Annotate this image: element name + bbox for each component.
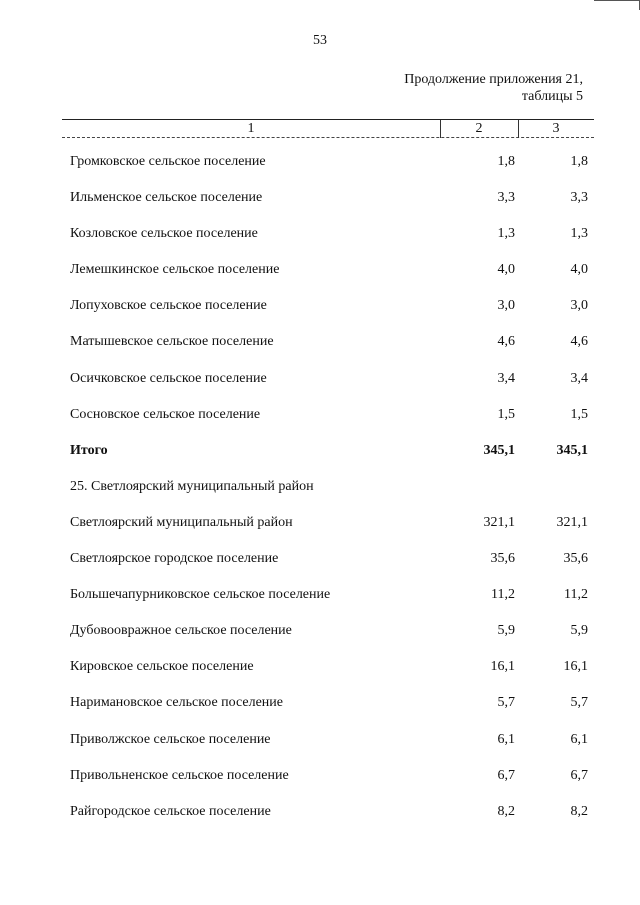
table-row bbox=[0, 547, 640, 583]
row-value-col-3: 5,7 bbox=[570, 695, 588, 711]
row-value-col-3: 35,6 bbox=[563, 551, 588, 567]
row-value-col-2: 35,6 bbox=[490, 551, 515, 567]
row-value-col-3: 1,3 bbox=[570, 226, 588, 242]
total-label: Итого bbox=[70, 442, 108, 458]
row-name: Светлоярский муниципальный район bbox=[70, 514, 293, 530]
row-name: Козловское сельское поселение bbox=[70, 226, 258, 242]
row-value-col-3: 16,1 bbox=[563, 659, 588, 675]
header-col-3: 3 bbox=[552, 121, 560, 136]
table-row bbox=[0, 330, 640, 366]
row-value-col-3: 6,7 bbox=[570, 767, 588, 783]
row-value-col-2: 3,0 bbox=[497, 298, 515, 314]
row-name: Лопуховское сельское поселение bbox=[70, 298, 267, 314]
row-value-col-3: 1,8 bbox=[570, 154, 588, 169]
row-name: Большечапурниковское сельское поселение bbox=[70, 587, 331, 603]
row-value-col-2: 6,1 bbox=[497, 731, 515, 747]
row-value-col-2: 4,0 bbox=[497, 262, 515, 278]
scan-corner-mark bbox=[594, 0, 640, 10]
page-number: 53 bbox=[313, 33, 327, 48]
table-row bbox=[0, 403, 640, 439]
row-value-col-2: 16,1 bbox=[490, 659, 515, 675]
table-row bbox=[0, 800, 640, 836]
row-name: Привольненское сельское поселение bbox=[70, 767, 289, 783]
row-name: Приволжское сельское поселение bbox=[70, 731, 271, 747]
row-value-col-3: 1,5 bbox=[570, 406, 588, 422]
row-value-col-2: 1,8 bbox=[497, 154, 515, 169]
total-value-col-3: 345,1 bbox=[556, 442, 588, 458]
table-row bbox=[0, 583, 640, 619]
row-value-col-2: 11,2 bbox=[491, 587, 515, 603]
row-value-col-2: 4,6 bbox=[497, 334, 515, 350]
row-value-col-3: 4,0 bbox=[570, 262, 588, 278]
table-row bbox=[0, 294, 640, 330]
row-value-col-2: 1,3 bbox=[497, 226, 515, 242]
table-row bbox=[0, 150, 640, 186]
row-name: Громковское сельское поселение bbox=[70, 154, 266, 169]
table-row bbox=[0, 511, 640, 547]
row-name: Сосновское сельское поселение bbox=[70, 406, 261, 422]
row-value-col-2: 3,3 bbox=[497, 190, 515, 206]
header-col-1: 1 bbox=[62, 120, 441, 138]
caption-line-2: таблицы 5 bbox=[521, 89, 583, 104]
table-row bbox=[0, 367, 640, 403]
row-value-col-3: 5,9 bbox=[570, 623, 588, 639]
total-row bbox=[0, 439, 640, 475]
table-row bbox=[0, 222, 640, 258]
row-name: Райгородское сельское поселение bbox=[70, 803, 271, 819]
table-row bbox=[0, 619, 640, 655]
table-row bbox=[0, 258, 640, 294]
section-heading-row bbox=[0, 475, 640, 511]
row-name: Дубовоовражное сельское поселение bbox=[70, 623, 292, 639]
row-value-col-2: 8,2 bbox=[497, 803, 515, 819]
row-value-col-3: 4,6 bbox=[570, 334, 588, 350]
total-value-col-2: 345,1 bbox=[483, 442, 515, 458]
section-heading: 25. Светлоярский муниципальный район bbox=[70, 478, 314, 494]
row-value-col-3: 321,1 bbox=[556, 514, 588, 530]
row-value-col-2: 5,9 bbox=[497, 623, 515, 639]
row-value-col-2: 6,7 bbox=[497, 767, 515, 783]
row-value-col-2: 321,1 bbox=[483, 514, 515, 530]
row-value-col-3: 3,3 bbox=[570, 190, 588, 206]
row-name: Осичковское сельское поселение bbox=[70, 370, 267, 386]
table-row bbox=[0, 655, 640, 691]
row-name: Светлоярское городское поселение bbox=[70, 551, 279, 567]
table-header bbox=[62, 119, 594, 138]
row-value-col-3: 3,4 bbox=[570, 370, 588, 386]
row-name: Кировское сельское поселение bbox=[70, 659, 254, 675]
caption-line-1: Продолжение приложения 21, bbox=[404, 72, 583, 87]
table-row bbox=[0, 186, 640, 222]
row-value-col-3: 3,0 bbox=[570, 298, 588, 314]
row-name: Ильменское сельское поселение bbox=[70, 190, 263, 206]
appendix-caption bbox=[404, 71, 583, 105]
header-col-2: 2 bbox=[440, 120, 519, 138]
table-body bbox=[0, 150, 640, 836]
row-name: Наримановское сельское поселение bbox=[70, 695, 284, 711]
row-name: Лемешкинское сельское поселение bbox=[70, 262, 280, 278]
row-value-col-3: 8,2 bbox=[570, 803, 588, 819]
row-value-col-3: 11,2 bbox=[564, 587, 588, 603]
table-row bbox=[0, 764, 640, 800]
row-value-col-2: 5,7 bbox=[497, 695, 515, 711]
row-value-col-2: 3,4 bbox=[497, 370, 515, 386]
row-value-col-3: 6,1 bbox=[570, 731, 588, 747]
row-value-col-2: 1,5 bbox=[497, 406, 515, 422]
row-name: Матышевское сельское поселение bbox=[70, 334, 274, 350]
table-row bbox=[0, 728, 640, 764]
table-row bbox=[0, 691, 640, 727]
